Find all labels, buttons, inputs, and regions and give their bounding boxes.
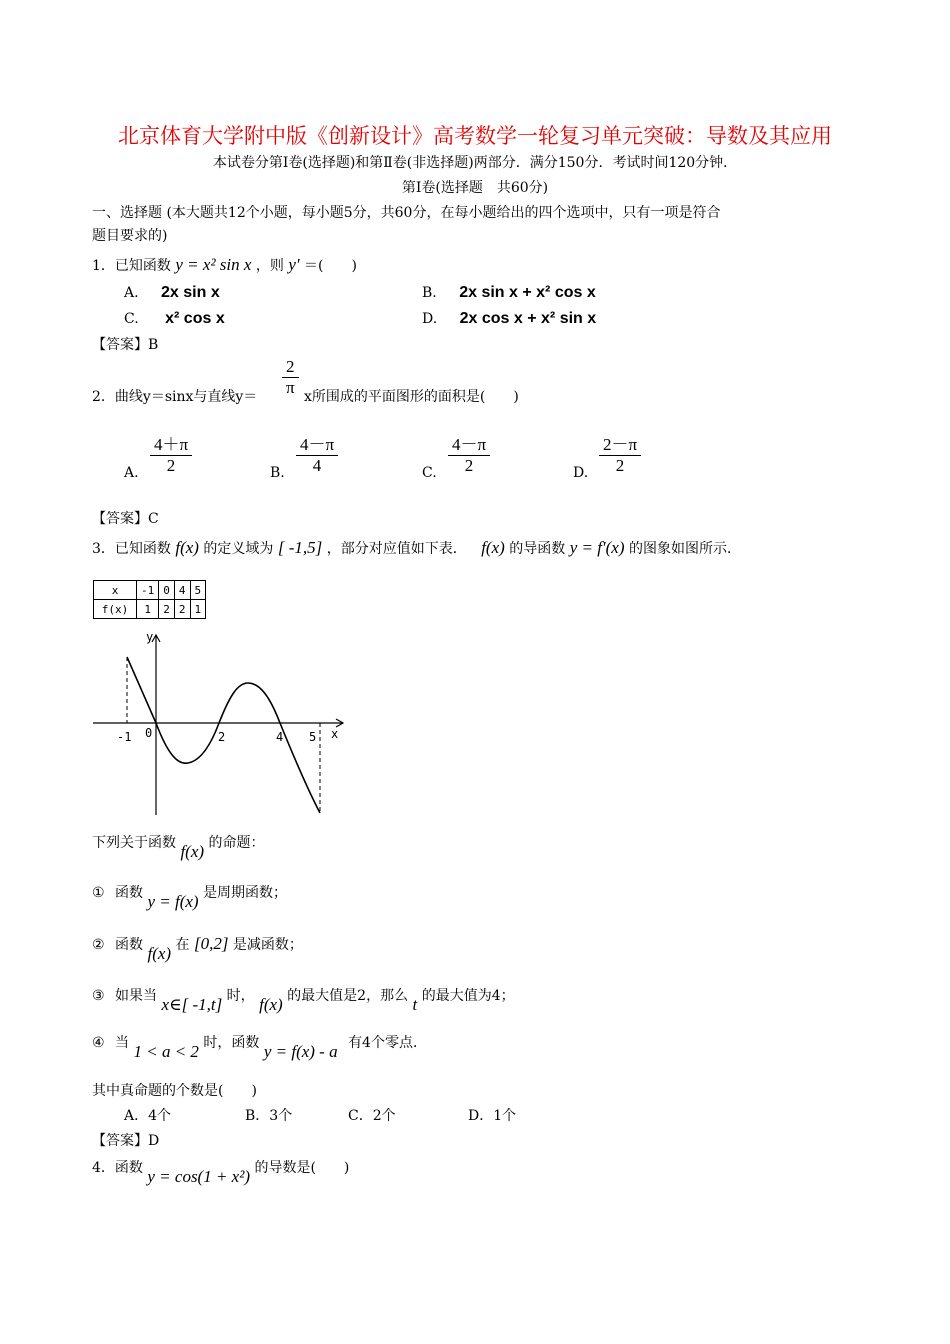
- q3-prop-3: ③ 如果当 x∈[ -1,t] 时， f(x) 的最大值是2，那么 t 的最大值为4；: [92, 988, 515, 1014]
- q3-prop-4: ④ 当 1 < a < 2 时，函数 y = f(x) - a 有4个零点．: [92, 1035, 427, 1061]
- q2-option-c-frac: $\frac{4-\pi}{2}$: [448, 430, 490, 476]
- q2-option-a-frac: $\frac{4+\pi}{2}$: [150, 430, 192, 476]
- y-label: y: [146, 630, 154, 644]
- q1-option-c: C. x² cos x: [124, 310, 225, 327]
- question-1-stem: 1．已知函数 y = x² sin x ，则 y′ ＝( ): [92, 255, 357, 274]
- q2-option-d-frac: $\frac{2-\pi}{2}$: [599, 430, 641, 476]
- q1-function: y = x² sin x: [175, 255, 252, 274]
- intro-text: 本试卷分第Ⅰ卷(选择题)和第Ⅱ卷(非选择题)两部分．满分150分．考试时间120分钟．: [212, 155, 738, 171]
- table-row: f(x) 1 2 2 1: [94, 600, 206, 619]
- document-title: 北京体育大学附中版《创新设计》高考数学一轮复习单元突破：导数及其应用: [118, 124, 832, 148]
- q1-option-a: A. 2x sin x: [124, 284, 220, 301]
- q3-question: 其中真命题的个数是( ): [92, 1083, 257, 1099]
- q1-option-b: B. 2x sin x + x² cos x: [422, 284, 596, 301]
- q1-answer: 【答案】B: [92, 337, 159, 353]
- section1-line2: 题目要求的): [92, 228, 168, 244]
- q2-option-a-label: A.: [124, 465, 139, 481]
- q3-value-table: [93, 580, 206, 619]
- tick-5: 5: [309, 730, 317, 744]
- q1-derivative: y′: [288, 255, 300, 274]
- q2-option-c-label: C.: [422, 465, 437, 481]
- tick-0: 0: [145, 726, 153, 740]
- derivative-graph: [88, 625, 358, 820]
- q3-choice-d: D．1个: [468, 1108, 517, 1124]
- q2-option-b-label: B.: [270, 465, 285, 481]
- question-4-stem: 4．函数 y = cos(1 + x²) 的导数是( ): [92, 1160, 350, 1186]
- q3-prop-2: ② 函数 f(x) 在 [0,2] 是减函数；: [92, 934, 303, 963]
- q2-answer: 【答案】C: [92, 511, 159, 527]
- table-row: x -1 0 4 5: [94, 581, 206, 600]
- question-3-stem: 3．已知函数 f(x) 的定义域为 [ -1,5] ，部分对应值如下表． f(x) 的导函数 y = f′(x) 的图象如图所示．: [92, 538, 741, 557]
- x-label: x: [331, 727, 339, 741]
- tick-4: 4: [276, 730, 284, 744]
- q3-choice-b: B．3个: [245, 1108, 293, 1124]
- part1-heading: 第Ⅰ卷(选择题 共60分): [401, 180, 549, 196]
- q3-answer: 【答案】D: [92, 1133, 160, 1149]
- q2-fraction: $\frac{2}{\pi}$: [282, 357, 299, 398]
- section1-line1: 一、选择题 (本大题共12个小题，每小题5分，共60分，在每小题给出的四个选项中，只有一项是符合: [92, 205, 721, 221]
- question-2-stem-suffix: x所围成的平面图形的面积是( ): [304, 389, 519, 405]
- question-2-stem-prefix: 2．曲线y＝sinx与直线y＝: [92, 389, 258, 405]
- tick-2: 2: [218, 730, 226, 744]
- q3-choice-a: A．4个: [124, 1108, 172, 1124]
- q2-option-d-label: D.: [573, 465, 589, 481]
- q3-prop-1: ① 函数 y = f(x) 是周期函数；: [92, 885, 288, 911]
- q2-option-b-frac: $\frac{4-\pi}{4}$: [296, 430, 338, 476]
- q3-prop-intro: 下列关于函数 f(x) 的命题：: [92, 835, 265, 861]
- q3-choice-c: C．2个: [348, 1108, 396, 1124]
- q1-option-d: D. 2x cos x + x² sin x: [422, 310, 597, 327]
- tick-neg1: -1: [117, 730, 132, 744]
